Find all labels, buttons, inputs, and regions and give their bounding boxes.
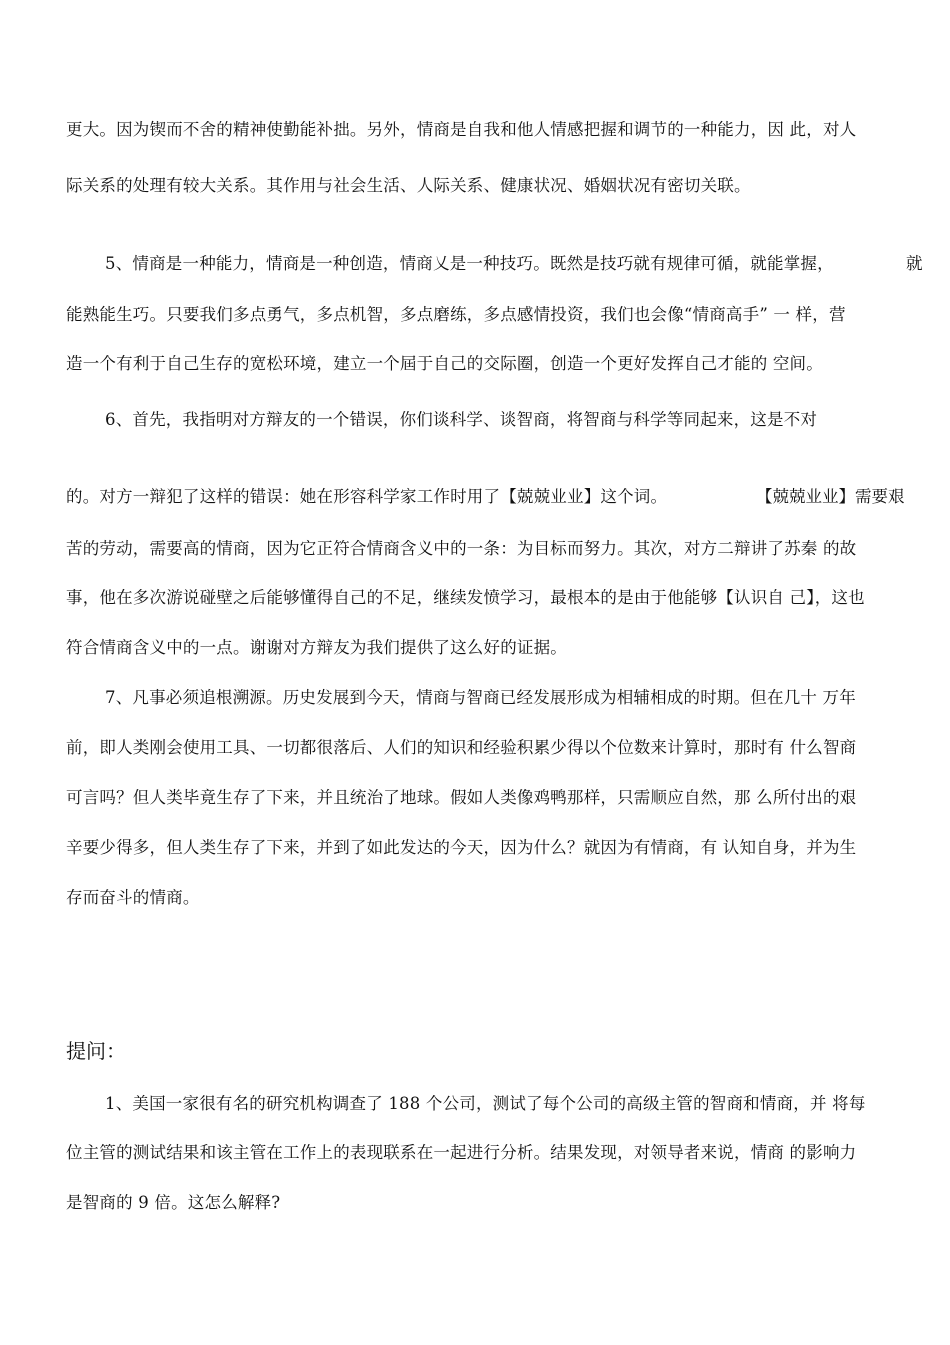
paragraph-5-line-end: 就 (906, 254, 923, 273)
paragraph-line: 事，他在多次游说碰壁之后能够懂得自己的不足，继续发愤学习，最根本的是由于他能够【认识自 己】，这也 (66, 588, 865, 607)
paragraph-7-line: 7、凡事必须追根溯源。历史发展到今天，情商与智商已经发展形成为相辅相成的时期。但在几十 万年 (105, 688, 856, 707)
paragraph-line: 辛要少得多，但人类生存了下来，并到了如此发达的今天，因为什么？就因为有情商，有 认知自身，并为生 (66, 838, 857, 857)
paragraph-line: 符合情商含义中的一点。谢谢对方辩友为我们提供了这么好的证据。 (66, 638, 567, 657)
paragraph-5-line: 5、情商是一种能力，情商是一种创造，情商乂是一种技巧。既然是技巧就有规律可循，就能掌握， (105, 254, 834, 273)
paragraph-line: 前，即人类刚会使用工具、一切都很落后、人们的知识和经验积累少得以个位数来计算时，那时有 什么智商 (66, 738, 857, 757)
section-heading: 提问： (66, 1039, 126, 1063)
paragraph-line: 苦的劳动，需要高的情商，因为它正符合情商含义中的一条：为目标而努力。其次，对方二辩讲了苏秦 的故 (66, 539, 857, 558)
paragraph-line: 更大。因为锲而不舍的精神使勤能补拙。另外，情商是自我和他人情感把握和调节的一种能力，因 此，对人 (66, 120, 857, 139)
question-line: 位主管的测试结果和该主管在工作上的表现联系在一起进行分析。结果发现，对领导者来说，情商 的影响力 (66, 1143, 857, 1162)
paragraph-line: 存而奋斗的情商。 (66, 888, 200, 907)
question-line: 是智商的 9 倍。这怎么解释? (66, 1193, 281, 1212)
paragraph-line: 造一个有利于自己生存的宽松环境，建立一个屆于自己的交际圈，创造一个更好发挥自己才能的 空间。 (66, 354, 823, 373)
paragraph-line: 际关系的处理有较大关系。其作用与社会生活、人际关系、健康状况、婚姻状况有密切关联。 (66, 176, 751, 195)
paragraph-line-end: 【兢兢业业】需要艰 (756, 487, 905, 506)
paragraph-line: 可言吗？但人类毕竟生存了下来，并且统治了地球。假如人类像鸡鸭那样，只需顺应自然，那 么所付出的艰 (66, 788, 857, 807)
paragraph-line: 能熟能生巧。只要我们多点勇气，多点机智，多点磨练，多点感情投资，我们也会像“情商高手” 一 样，营 (66, 305, 846, 324)
question-line: 1、美国一家很有名的研究机构调查了 188 个公司，测试了每个公司的高级主管的智商和情商，并 将每 (105, 1094, 866, 1113)
paragraph-line: 的。对方一辩犯了这样的错误：她在形容科学家工作时用了【兢兢业业】这个词。 (66, 487, 668, 506)
paragraph-6-line: 6、首先，我指明对方辩友的一个错误，你们谈科学、谈智商，将智商与科学等同起来，这是不对 (105, 410, 818, 429)
